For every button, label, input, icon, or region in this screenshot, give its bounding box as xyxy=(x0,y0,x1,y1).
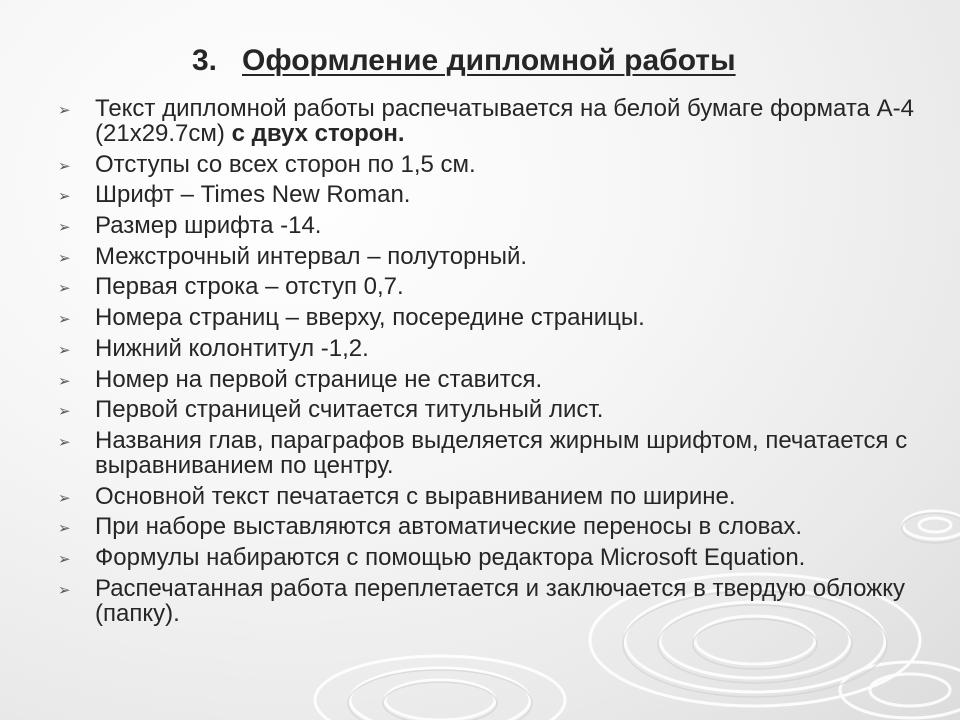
list-item-text: Нижний колонтитул -1,2. xyxy=(95,334,369,362)
chevron-arrow-icon: ➢ xyxy=(58,519,71,538)
list-item-text: Названия глав, параграфов выделяется жирным шрифтом, печатается с выравниванием по центру. xyxy=(95,426,908,479)
list-item-text: Размер шрифта -14. xyxy=(95,212,322,240)
chevron-arrow-icon: ➢ xyxy=(58,187,71,206)
list-item-text: Текст дипломной работы распечатывается на белой бумаге формата А-4 (21x29.7см) xyxy=(95,95,914,147)
list-item xyxy=(58,367,938,392)
list-item-text: Формулы набираются с помощью редактора Microsoft Equation. xyxy=(95,543,806,571)
list-item xyxy=(58,213,938,238)
title-number: 3. xyxy=(192,44,218,77)
requirements-list xyxy=(58,96,938,631)
list-item xyxy=(58,305,938,330)
chevron-arrow-icon: ➢ xyxy=(58,488,71,507)
list-item-text: Шрифт – Times New Roman. xyxy=(95,181,411,209)
list-item xyxy=(58,274,938,299)
chevron-arrow-icon: ➢ xyxy=(58,248,71,267)
chevron-arrow-icon: ➢ xyxy=(58,310,71,329)
list-item xyxy=(58,514,938,539)
list-item-bold-text: с двух сторон. xyxy=(231,120,405,147)
list-item xyxy=(58,428,938,478)
list-item-text: Межстрочный интервал – полуторный. xyxy=(95,242,528,270)
chevron-arrow-icon: ➢ xyxy=(58,580,71,599)
chevron-arrow-icon: ➢ xyxy=(58,156,71,175)
list-item-text: Основной текст печатается с выравниванием по ширине. xyxy=(95,482,736,510)
list-item xyxy=(58,545,938,570)
chevron-arrow-icon: ➢ xyxy=(58,549,71,568)
list-item-text: Номера страниц – вверху, посередине страницы. xyxy=(95,304,645,332)
list-item-text: Первой страницей считается титульный лист. xyxy=(95,396,604,424)
chevron-arrow-icon: ➢ xyxy=(58,340,71,359)
list-item-text: Номер на первой странице не ставится. xyxy=(95,365,543,393)
chevron-arrow-icon: ➢ xyxy=(58,371,71,390)
list-item-text: Отступы со всех сторон по 1,5 см. xyxy=(95,150,476,178)
list-item xyxy=(58,244,938,269)
list-item xyxy=(58,397,938,422)
list-item xyxy=(58,576,938,626)
list-item xyxy=(58,152,938,177)
chevron-arrow-icon: ➢ xyxy=(58,218,71,237)
list-item-text: При наборе выставляются автоматические переносы в словах. xyxy=(95,513,803,541)
list-item xyxy=(58,96,938,146)
list-item-text: Первая строка – отступ 0,7. xyxy=(95,273,404,301)
list-item xyxy=(58,336,938,361)
slide-title xyxy=(192,44,736,78)
chevron-arrow-icon: ➢ xyxy=(58,279,71,298)
list-item-text: Распечатанная работа переплетается и заключается в твердую обложку (папку). xyxy=(95,574,905,627)
chevron-arrow-icon: ➢ xyxy=(58,101,71,119)
title-text: Оформление дипломной работы xyxy=(242,44,736,77)
list-item xyxy=(58,182,938,207)
chevron-arrow-icon: ➢ xyxy=(58,402,71,421)
chevron-arrow-icon: ➢ xyxy=(58,432,71,451)
list-item xyxy=(58,484,938,509)
